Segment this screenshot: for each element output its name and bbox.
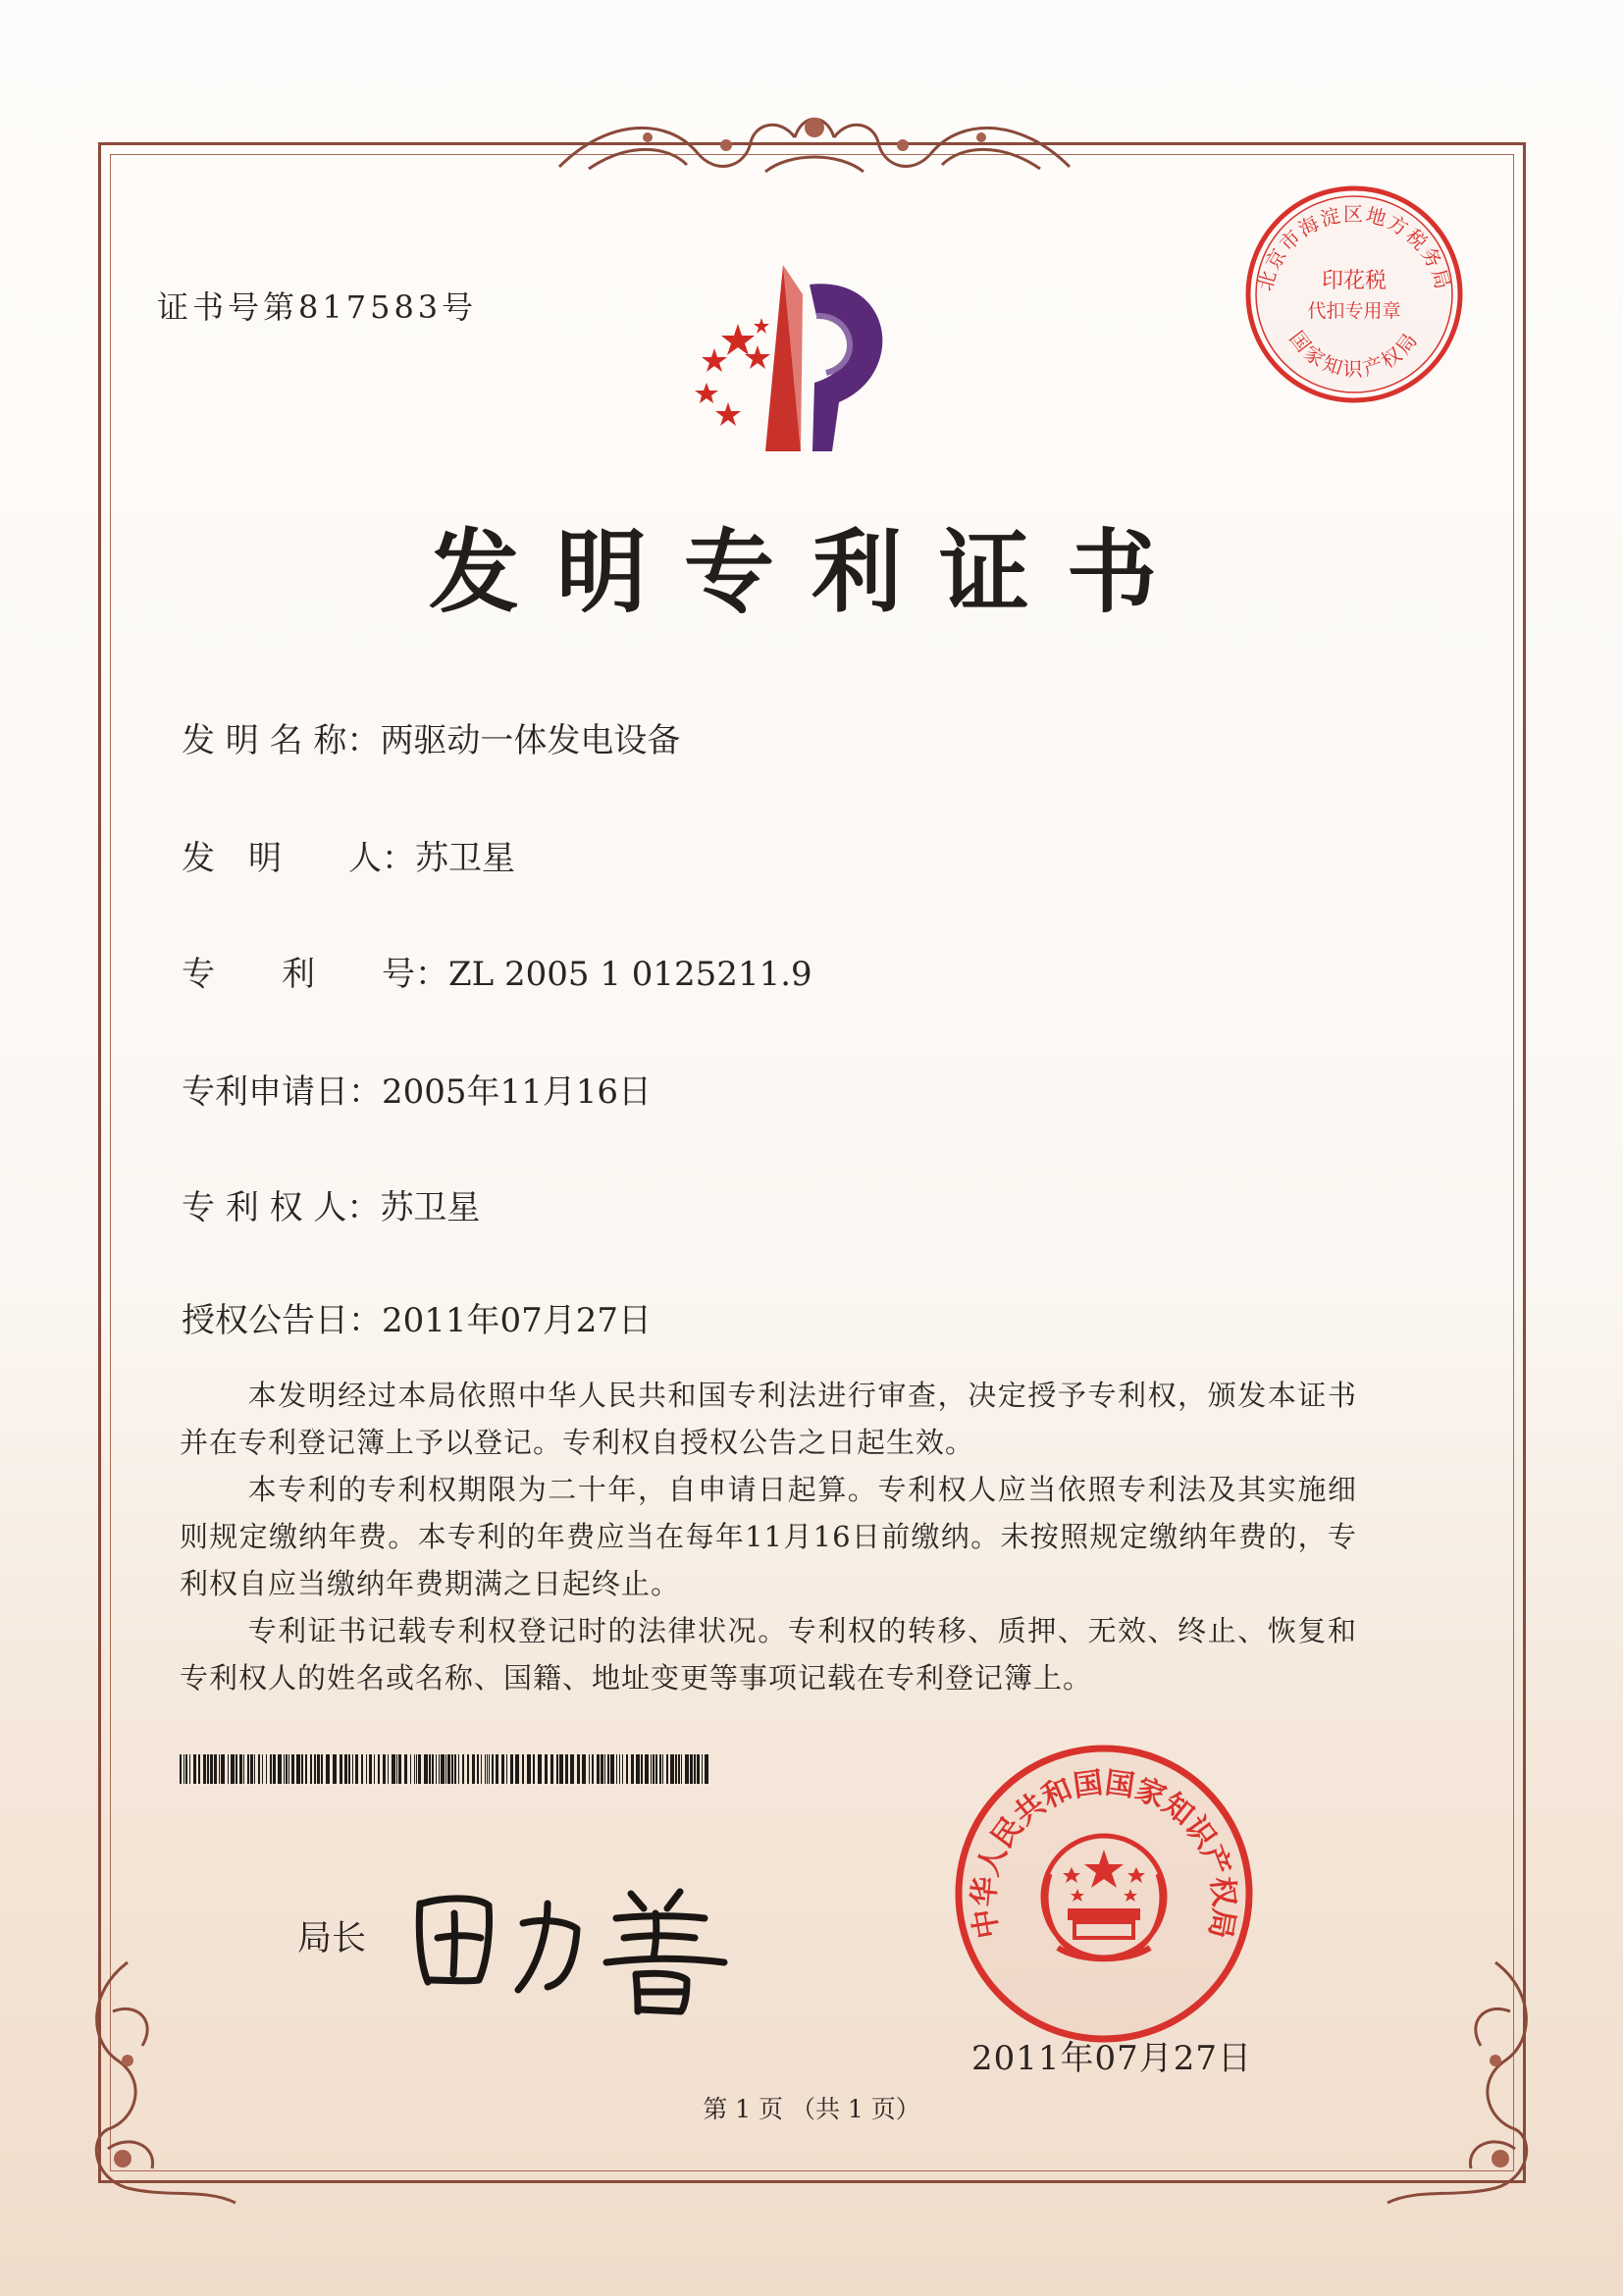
field-label: 专 利 号： (182, 955, 448, 994)
barcode-bar (266, 1754, 267, 1784)
barcode-bar (243, 1754, 244, 1784)
barcode-bar (662, 1754, 663, 1784)
barcode-bar (219, 1754, 220, 1784)
barcode-bar (451, 1754, 453, 1784)
field-filing-date (182, 1065, 652, 1113)
barcode-bar (489, 1754, 490, 1784)
barcode-bar (239, 1754, 242, 1784)
barcode-bar (183, 1754, 184, 1784)
barcode-bar (193, 1754, 196, 1784)
barcode-bar (445, 1754, 446, 1784)
barcode-bar (447, 1754, 450, 1784)
barcode-bar (273, 1754, 276, 1784)
barcode-bar (589, 1754, 590, 1784)
barcode-bar (414, 1754, 415, 1784)
field-value: 2011年07月27日 (382, 1301, 653, 1340)
barcode-bar (622, 1754, 623, 1784)
seal-main-text: 中华人民共和国国家知识产权局 (967, 1765, 1241, 1942)
field-label: 专 利 权 人： (182, 1188, 381, 1227)
barcode-bar (533, 1754, 535, 1784)
barcode-bar (247, 1754, 249, 1784)
barcode-bar (697, 1754, 700, 1784)
barcode-bar (477, 1754, 479, 1784)
barcode-bar (681, 1754, 682, 1784)
barcode-bar (404, 1754, 407, 1784)
barcode-bar (454, 1754, 456, 1784)
barcode-bar (619, 1754, 620, 1784)
barcode-bar (604, 1754, 605, 1784)
barcode-bar (321, 1754, 323, 1784)
barcode-bar (410, 1754, 411, 1784)
top-ornament (550, 98, 1079, 186)
barcode-bar (340, 1754, 342, 1784)
barcode-bar (702, 1754, 703, 1784)
barcode-bar (348, 1754, 350, 1784)
barcode-bar (262, 1754, 263, 1784)
barcode-bar (429, 1754, 431, 1784)
barcode-bar (501, 1754, 504, 1784)
barcode-bar (198, 1754, 200, 1784)
barcode-bar (352, 1754, 353, 1784)
barcode-bar (666, 1754, 668, 1784)
barcode-bar (374, 1754, 375, 1784)
barcode-bar (231, 1754, 235, 1784)
barcode-bar (631, 1754, 634, 1784)
barcode (180, 1754, 711, 1784)
barcode-bar (326, 1754, 330, 1784)
barcode-bar (675, 1754, 677, 1784)
field-value: 苏卫星 (380, 1188, 481, 1227)
barcode-bar (424, 1754, 428, 1784)
director-label: 局长 (297, 1919, 367, 1958)
barcode-bar (694, 1754, 696, 1784)
barcode-bar (481, 1754, 482, 1784)
barcode-bar (310, 1754, 312, 1784)
field-label: 授权公告日： (182, 1301, 382, 1340)
bottom-right-ornament (1378, 1953, 1554, 2218)
barcode-bar (670, 1754, 674, 1784)
tax-seal (1241, 182, 1467, 407)
field-value: 两驱动一体发电设备 (380, 721, 681, 760)
field-patentee (182, 1180, 480, 1228)
barcode-bar (344, 1754, 347, 1784)
barcode-bar (462, 1754, 464, 1784)
body-paragraph-2: 本专利的专利权期限为二十年，自申请日起算。专利权人应当依照专利法及其实施细则规定缴纳年费。本专利的年费应当在每年11月16日前缴纳。未按照规定缴纳年费的，专利权自应当缴纳年费期满之日起终止。 (180, 1473, 1357, 1600)
barcode-bar (236, 1754, 237, 1784)
barcode-bar (361, 1754, 363, 1784)
barcode-bar (485, 1754, 486, 1784)
seal-date: 2011年07月27日 (971, 2039, 1253, 2078)
tax-seal-bottom-text: 国家知识产权局 (1284, 326, 1424, 382)
barcode-bar (550, 1754, 553, 1784)
barcode-bar (641, 1754, 643, 1784)
page-number: 第 1 页 （共 1 页） (703, 2095, 920, 2123)
barcode-bar (626, 1754, 628, 1784)
barcode-bar (221, 1754, 225, 1784)
barcode-bar (180, 1754, 182, 1784)
barcode-bar (678, 1754, 680, 1784)
barcode-bar (496, 1754, 498, 1784)
barcode-bar (314, 1754, 316, 1784)
barcode-bar (556, 1754, 558, 1784)
barcode-bar (250, 1754, 253, 1784)
barcode-bar (538, 1754, 542, 1784)
barcode-bar (515, 1754, 519, 1784)
certificate-body (180, 1372, 1357, 1701)
barcode-bar (527, 1754, 531, 1784)
field-inventor (182, 831, 515, 879)
barcode-bar (467, 1754, 469, 1784)
barcode-bar (416, 1754, 417, 1784)
barcode-bar (601, 1754, 603, 1784)
barcode-bar (278, 1754, 282, 1784)
barcode-bar (388, 1754, 389, 1784)
barcode-bar (510, 1754, 513, 1784)
barcode-bar (570, 1754, 574, 1784)
field-grant-date (182, 1293, 652, 1341)
barcode-bar (616, 1754, 617, 1784)
barcode-bar (207, 1754, 209, 1784)
barcode-bar (645, 1754, 649, 1784)
barcode-bar (214, 1754, 217, 1784)
tax-seal-inner-text-2: 代扣专用章 (1307, 300, 1401, 322)
barcode-bar (592, 1754, 594, 1784)
field-label: 专利申请日： (182, 1072, 382, 1112)
field-value: 2005年11月16日 (382, 1072, 653, 1112)
barcode-bar (685, 1754, 689, 1784)
barcode-bar (565, 1754, 568, 1784)
barcode-bar (398, 1754, 401, 1784)
barcode-bar (254, 1754, 255, 1784)
barcode-bar (418, 1754, 421, 1784)
field-value: 苏卫星 (415, 839, 515, 878)
barcode-bar (522, 1754, 524, 1784)
barcode-bar (506, 1754, 507, 1784)
barcode-bar (296, 1754, 300, 1784)
field-label: 发 明 人： (182, 839, 415, 878)
barcode-bar (366, 1754, 367, 1784)
barcode-bar (383, 1754, 386, 1784)
tax-seal-outer-text: 北京市海淀区地方税务局 (1252, 202, 1456, 293)
barcode-bar (610, 1754, 614, 1784)
body-paragraph-1: 本发明经过本局依照中华人民共和国专利法进行审查，决定授予专利权，颁发本证书并在专利登记簿上予以登记。专利权自授权公告之日起生效。 (180, 1379, 1357, 1459)
barcode-bar (291, 1754, 294, 1784)
barcode-bar (432, 1754, 434, 1784)
field-value: ZL 2005 1 0125211.9 (448, 955, 812, 994)
barcode-bar (559, 1754, 563, 1784)
barcode-bar (653, 1754, 654, 1784)
barcode-bar (582, 1754, 586, 1784)
barcode-bar (270, 1754, 272, 1784)
barcode-bar (333, 1754, 337, 1784)
field-invention-name (182, 713, 680, 761)
field-patent-number (182, 947, 812, 995)
certificate-title: 发明专利证书 (428, 519, 1194, 625)
barcode-bar (284, 1754, 285, 1784)
barcode-bar (210, 1754, 213, 1784)
barcode-bar (317, 1754, 320, 1784)
barcode-bar (441, 1754, 445, 1784)
barcode-bar (651, 1754, 652, 1784)
barcode-bar (659, 1754, 661, 1784)
field-label: 发 明 名 称： (182, 721, 381, 760)
barcode-bar (185, 1754, 187, 1784)
barcode-bar (705, 1754, 708, 1784)
barcode-bar (288, 1754, 289, 1784)
barcode-bar (301, 1754, 303, 1784)
barcode-bar (487, 1754, 488, 1784)
bottom-left-ornament (69, 1953, 245, 2218)
barcode-bar (458, 1754, 459, 1784)
barcode-bar (369, 1754, 372, 1784)
director-signature (410, 1864, 744, 2021)
body-paragraph-3: 专利证书记载专利权登记时的法律状况。专利权的转移、质押、无效、终止、恢复和专利权人的姓名或名称、国籍、地址变更等事项记载在专利登记簿上。 (180, 1614, 1357, 1695)
barcode-bar (189, 1754, 190, 1784)
barcode-bar (392, 1754, 395, 1784)
barcode-bar (258, 1754, 260, 1784)
barcode-bar (305, 1754, 307, 1784)
barcode-bar (203, 1754, 206, 1784)
barcode-bar (492, 1754, 494, 1784)
barcode-bar (472, 1754, 475, 1784)
state-ipo-seal (952, 1742, 1256, 2046)
tax-seal-inner-text-1: 印花税 (1321, 269, 1387, 293)
barcode-bar (355, 1754, 358, 1784)
barcode-bar (545, 1754, 548, 1784)
barcode-bar (636, 1754, 640, 1784)
barcode-bar (396, 1754, 397, 1784)
patent-office-emblem (667, 255, 932, 461)
barcode-bar (690, 1754, 693, 1784)
barcode-bar (436, 1754, 437, 1784)
barcode-bar (286, 1754, 288, 1784)
certificate-number: 证书号第817583号 (157, 288, 478, 326)
barcode-bar (439, 1754, 440, 1784)
barcode-bar (597, 1754, 600, 1784)
barcode-bar (655, 1754, 657, 1784)
barcode-bar (607, 1754, 609, 1784)
barcode-bar (378, 1754, 380, 1784)
barcode-bar (228, 1754, 229, 1784)
barcode-bar (577, 1754, 580, 1784)
